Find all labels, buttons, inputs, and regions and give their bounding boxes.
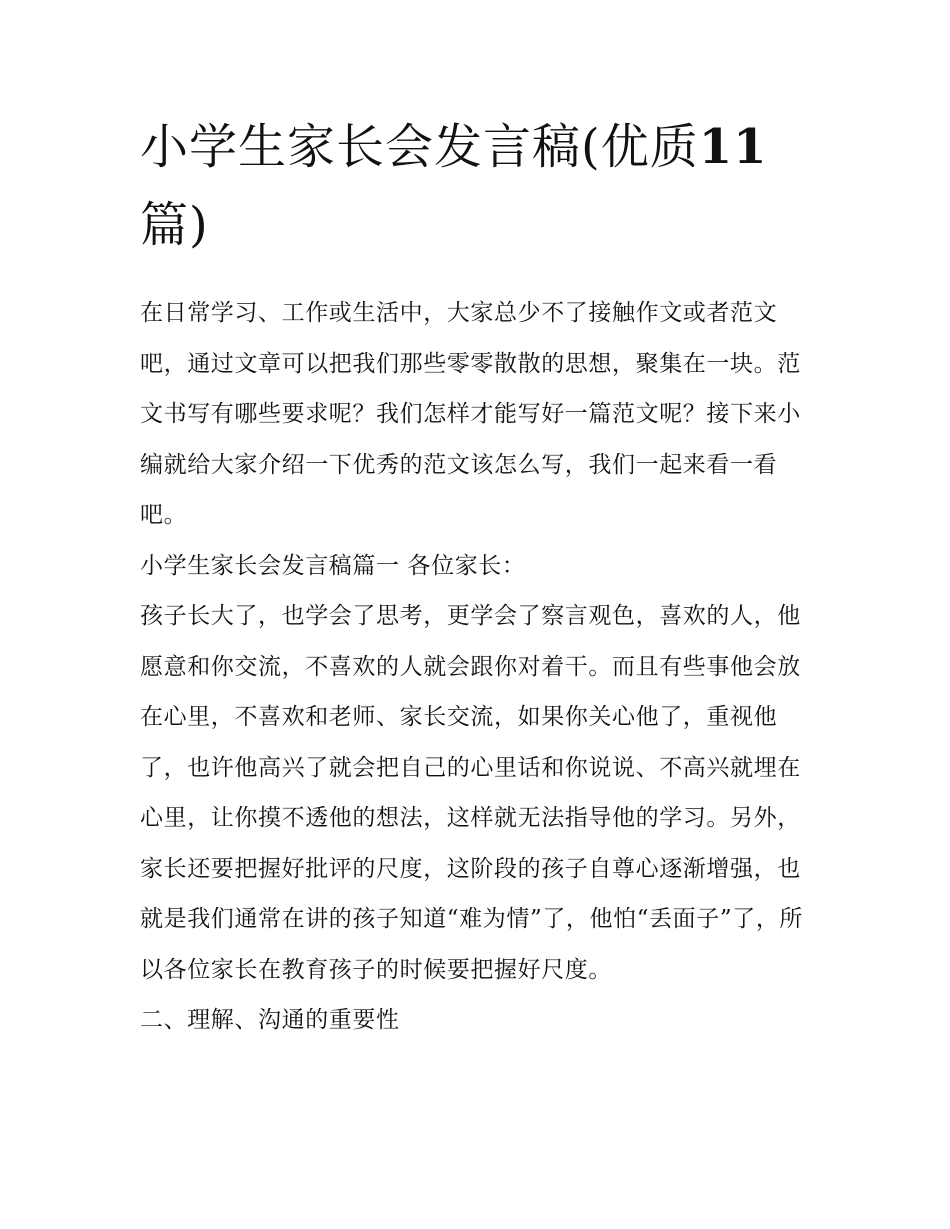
document-title [140,108,812,264]
section-one-heading: 小学生家长会发言稿篇一 各位家长： [140,552,526,579]
title-text: 小学生家长会发言稿(优质 [140,119,699,175]
body-paragraph: 孩子长大了，也学会了思考，更学会了察言观色，喜欢的人，他愿意和你交流，不喜欢的人就会跟你对着干。而且有些事他会放在心里，不喜欢和老师、家长交流，如果你关心他了，重视他了，也许他高兴了就会把自己的心里话和你说说、不高兴就埋在心里，让你摸不透他的想法，这样就无法指导他的学习。另外，家长还要把握好批评的尺度，这阶段的孩子自尊心逐渐增强，也就是我们通常在讲的孩子知道“难为情”了，他怕“丢面子”了，所以各位家长在教育孩子的时候要把握好尺度。 [140,603,804,983]
document-page [140,108,812,1046]
title-number: 11 [698,119,768,175]
intro-paragraph: 在日常学习、工作或生活中，大家总少不了接触作文或者范文吧，通过文章可以把我们那些零零散散的思想，聚集在一块。范文书写有哪些要求呢？我们怎样才能写好一篇范文呢？接下来小编就给大家介绍一下优秀的范文该怎么写，我们一起来看一看吧。 [140,300,801,528]
section-two-heading: 二、理解、沟通的重要性 [140,1007,400,1033]
title-text-end: 篇) [140,197,209,253]
